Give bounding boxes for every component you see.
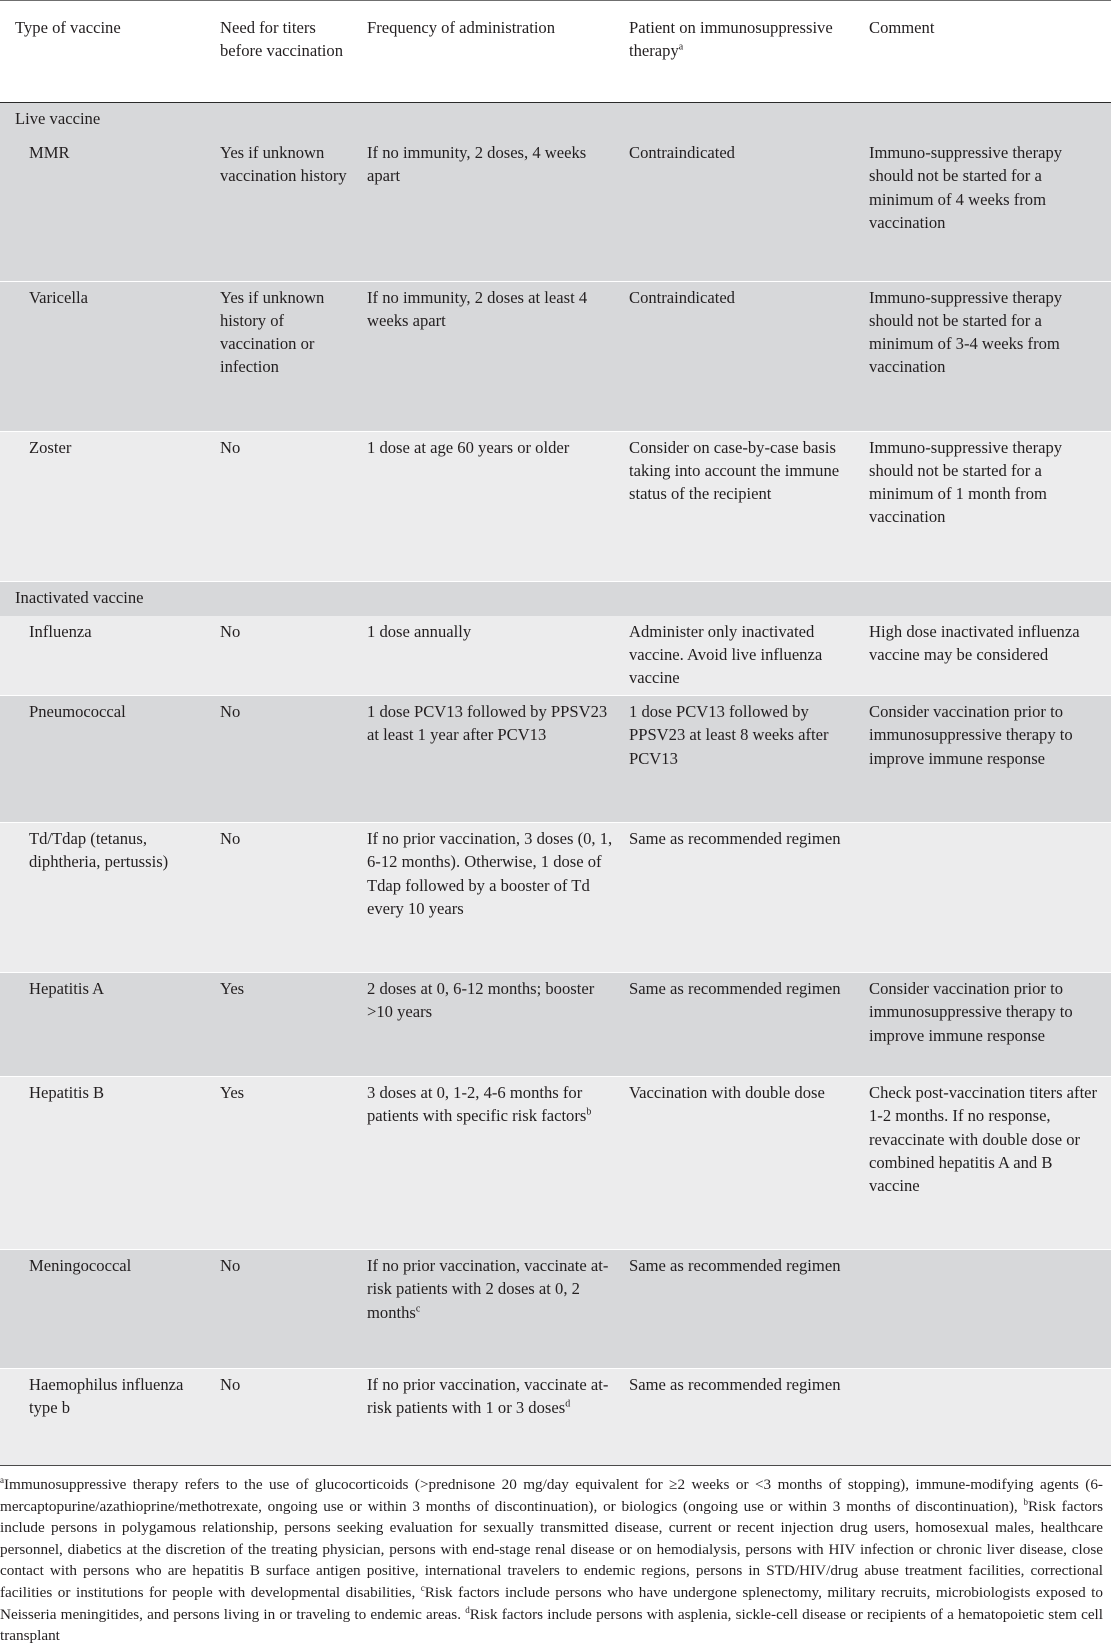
cell-titers: Yes <box>212 973 359 1077</box>
header-titers: Need for titers before vaccination <box>212 1 359 103</box>
table-row <box>0 281 1111 431</box>
header-frequency: Frequency of administration <box>359 1 621 103</box>
cell-immunosuppressive: Administer only inactivated vaccine. Avoid live influenza vaccine <box>621 616 861 696</box>
cell-comment: Consider vaccination prior to immunosuppressive therapy to improve immune response <box>861 696 1111 823</box>
table-row <box>0 1077 1111 1250</box>
table-row <box>0 616 1111 696</box>
table-header <box>0 1 1111 103</box>
group-label: Inactivated vaccine <box>0 581 1111 616</box>
cell-type: Pneumococcal <box>0 696 212 823</box>
cell-immunosuppressive: Contraindicated <box>621 281 861 431</box>
table-footnotes <box>0 1474 1103 1647</box>
cell-type: Influenza <box>0 616 212 696</box>
cell-type: Td/Tdap (tetanus, diphtheria, pertussis) <box>0 823 212 973</box>
table-row <box>0 696 1111 823</box>
cell-titers: Yes <box>212 1077 359 1250</box>
cell-type: Hepatitis A <box>0 973 212 1077</box>
header-immunosuppressive <box>621 1 861 103</box>
header-type: Type of vaccine <box>0 1 212 103</box>
cell-frequency: 2 doses at 0, 6-12 months; booster >10 years <box>359 973 621 1077</box>
cell-immunosuppressive: Same as recommended regimen <box>621 1250 861 1369</box>
cell-comment: Consider vaccination prior to immunosuppressive therapy to improve immune response <box>861 973 1111 1077</box>
footnote-b-marker: b <box>1023 1496 1029 1507</box>
cell-frequency <box>359 1369 621 1466</box>
cell-titers: No <box>212 616 359 696</box>
group-row-inactivated <box>0 581 1111 616</box>
group-label: Live vaccine <box>0 103 1111 138</box>
group-row-live <box>0 103 1111 138</box>
footnote-marker-a: a <box>678 41 684 53</box>
cell-comment <box>861 1369 1111 1466</box>
table-row <box>0 823 1111 973</box>
footnote-marker-b: b <box>586 1106 592 1118</box>
header-comment: Comment <box>861 1 1111 103</box>
footnote-marker-d: d <box>565 1398 571 1410</box>
cell-immunosuppressive: Consider on case-by-case basis taking into account the immune status of the recipient <box>621 431 861 581</box>
cell-comment <box>861 1250 1111 1369</box>
table-body <box>0 103 1111 1466</box>
cell-frequency: If no immunity, 2 doses at least 4 weeks apart <box>359 281 621 431</box>
cell-frequency <box>359 1077 621 1250</box>
cell-frequency: If no prior vaccination, 3 doses (0, 1, 6-12 months). Otherwise, 1 dose of Tdap followed by a booster of Td every 10 years <box>359 823 621 973</box>
cell-titers: Yes if unknown history of vaccination or infection <box>212 281 359 431</box>
cell-frequency: 1 dose at age 60 years or older <box>359 431 621 581</box>
cell-titers: No <box>212 1250 359 1369</box>
footnote-a-marker: a <box>0 1474 4 1485</box>
footnote-c-marker: c <box>420 1582 425 1593</box>
footnote-d-text: Risk factors include persons with asplenia, sickle-cell disease or recipients of a hematopoietic stem cell transplant <box>0 1605 1103 1645</box>
footnote-marker-c: c <box>415 1303 421 1315</box>
cell-frequency <box>359 1250 621 1369</box>
cell-titers: No <box>212 1369 359 1466</box>
cell-comment: High dose inactivated influenza vaccine may be considered <box>861 616 1111 696</box>
cell-comment: Check post-vaccination titers after 1-2 months. If no response, revaccinate with double dose or combined hepatitis A and B vaccine <box>861 1077 1111 1250</box>
cell-frequency-text: 3 doses at 0, 1-2, 4-6 months for patients with specific risk factors <box>367 1083 587 1126</box>
cell-immunosuppressive: Vaccination with double dose <box>621 1077 861 1250</box>
cell-type: Varicella <box>0 281 212 431</box>
footnote-c-text: Risk factors include persons who have undergone splenectomy, military recruits, microbiologists exposed to Neisseria meningitides, and persons living in or traveling to endemic areas. <box>0 1583 1103 1623</box>
cell-type: Meningococcal <box>0 1250 212 1369</box>
cell-frequency: 1 dose annually <box>359 616 621 696</box>
header-row <box>0 1 1111 103</box>
cell-titers: Yes if unknown vaccination history <box>212 137 359 281</box>
cell-frequency: 1 dose PCV13 followed by PPSV23 at least 1 year after PCV13 <box>359 696 621 823</box>
cell-type: MMR <box>0 137 212 281</box>
table-row <box>0 973 1111 1077</box>
cell-frequency: If no immunity, 2 doses, 4 weeks apart <box>359 137 621 281</box>
cell-immunosuppressive: Same as recommended regimen <box>621 823 861 973</box>
cell-immunosuppressive: 1 dose PCV13 followed by PPSV23 at least 8 weeks after PCV13 <box>621 696 861 823</box>
cell-immunosuppressive: Same as recommended regimen <box>621 1369 861 1466</box>
table-row <box>0 431 1111 581</box>
table-row <box>0 1250 1111 1369</box>
footnote-a-text: Immunosuppressive therapy refers to the use of glucocorticoids (>prednisone 20 mg/day equivalent for ≥2 weeks or <3 months of stopping), immune-modifying agents (6-mercaptopurine/azathioprine/methotrexate, ongoing use or within 3 months of discontinuation), or biologics (ongoing use or within 3 months of discontinuation), <box>0 1476 1103 1515</box>
cell-titers: No <box>212 696 359 823</box>
cell-type: Hepatitis B <box>0 1077 212 1250</box>
cell-comment <box>861 823 1111 973</box>
table-row <box>0 137 1111 281</box>
cell-type: Zoster <box>0 431 212 581</box>
header-immunosuppressive-text: Patient on immunosuppressive therapy <box>629 18 833 61</box>
table-row <box>0 1369 1111 1466</box>
cell-frequency-text: If no prior vaccination, vaccinate at-risk patients with 1 or 3 doses <box>367 1375 609 1418</box>
footnote-d-marker: d <box>465 1604 470 1615</box>
cell-comment: Immuno-suppressive therapy should not be started for a minimum of 4 weeks from vaccination <box>861 137 1111 281</box>
cell-titers: No <box>212 431 359 581</box>
cell-immunosuppressive: Contraindicated <box>621 137 861 281</box>
cell-type: Haemophilus influenza type b <box>0 1369 212 1466</box>
footnote-b-text: Risk factors include persons in polygamous relationship, persons seeking evaluation for sexually transmitted disease, current or recent injection drug users, homosexual males, healthcare personnel, diabetics at the discretion of the treating physician, persons with end-stage renal disease or on hemodialysis, persons with HIV infection or chronic liver disease, close contact with persons who are hepatitis B surface antigen positive, international travelers to endemic regions, persons in STD/HIV/drug abuse treatment facilities, correctional facilities or institutions for people with developmental disabilities, <box>0 1497 1103 1601</box>
cell-immunosuppressive: Same as recommended regimen <box>621 973 861 1077</box>
cell-titers: No <box>212 823 359 973</box>
cell-comment: Immuno-suppressive therapy should not be started for a minimum of 1 month from vaccination <box>861 431 1111 581</box>
cell-frequency-text: If no prior vaccination, vaccinate at-risk patients with 2 doses at 0, 2 months <box>367 1256 609 1322</box>
cell-comment: Immuno-suppressive therapy should not be started for a minimum of 3-4 weeks from vaccination <box>861 281 1111 431</box>
